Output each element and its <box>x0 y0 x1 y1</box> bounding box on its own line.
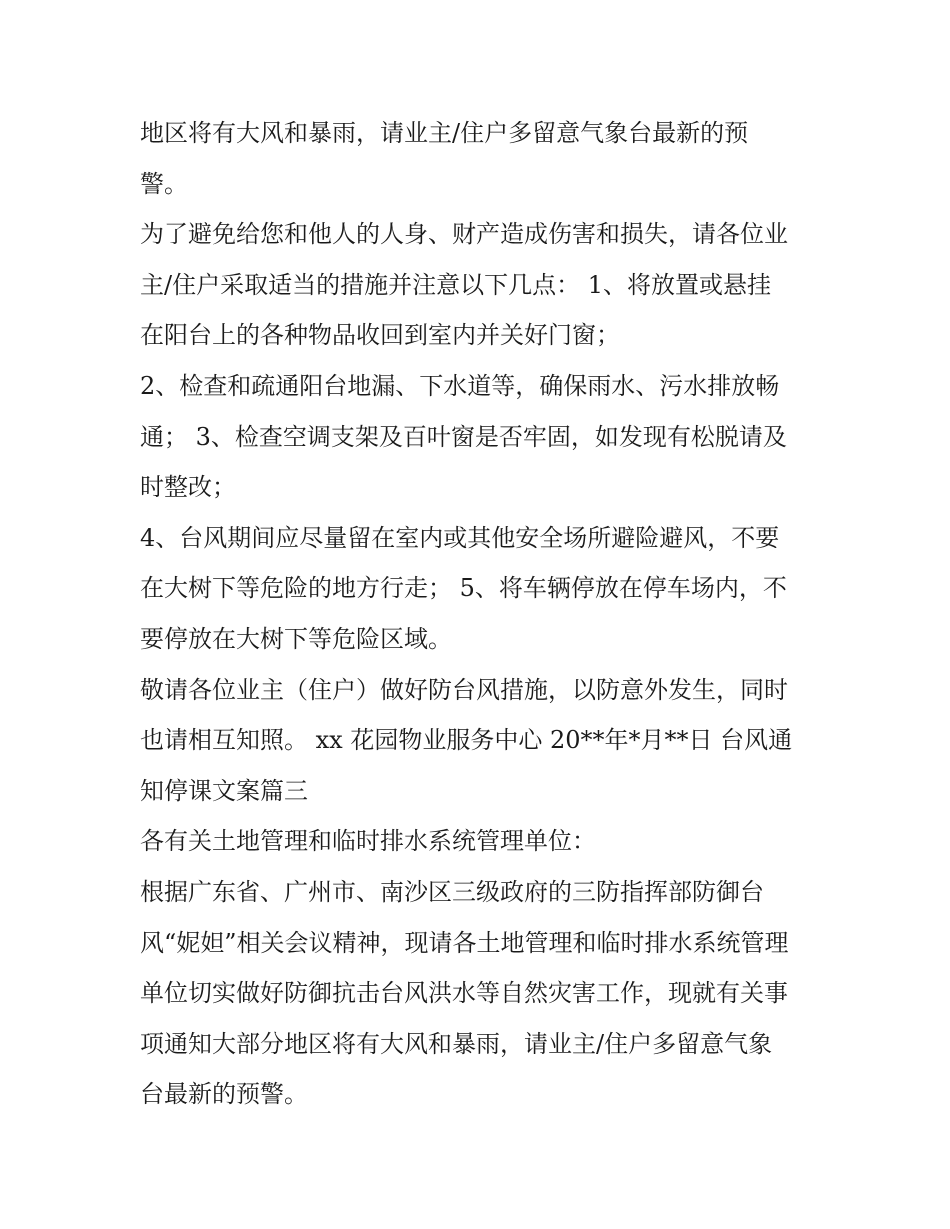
text-line: 知停课文案篇三 <box>140 776 308 805</box>
text-line: 各有关土地管理和临时排水系统管理单位： <box>140 827 596 856</box>
text-line: 单位切实做好防御抗击台风洪水等自然灾害工作，现就有关事 <box>140 979 788 1008</box>
text-line: 2、检查和疏通阳台地漏、下水道等，确保雨水、污水排放畅 <box>140 371 780 400</box>
text-line: 在大树下等危险的地方行走； 5、将车辆停放在停车场内，不 <box>140 574 787 603</box>
text-line: 警。 <box>140 169 188 198</box>
text-line: 4、台风期间应尽量留在室内或其他安全场所避险避风，不要 <box>140 523 780 552</box>
text-line: 项通知大部分地区将有大风和暴雨，请业主/住户多留意气象 <box>140 1029 773 1058</box>
document-body <box>140 108 820 1120</box>
text-line: 主/住户采取适当的措施并注意以下几点： 1、将放置或悬挂 <box>140 270 771 299</box>
text-line: 敬请各位业主（住户）做好防台风措施，以防意外发生，同时 <box>140 675 788 704</box>
text-line: 为了避免给您和他人的人身、财产造成伤害和损失，请各位业 <box>140 220 788 249</box>
text-line: 通； 3、检查空调支架及百叶窗是否牢固，如发现有松脱请及 <box>140 422 787 451</box>
text-line: 要停放在大树下等危险区域。 <box>140 624 452 653</box>
text-line: 风“妮妲”相关会议精神，现请各土地管理和临时排水系统管理 <box>140 928 789 957</box>
text-line: 也请相互知照。 xx 花园物业服务中心 20**年*月**日 台风通 <box>140 726 793 755</box>
text-line: 根据广东省、广州市、南沙区三级政府的三防指挥部防御台 <box>140 877 764 906</box>
text-line: 在阳台上的各种物品收回到室内并关好门窗； <box>140 321 620 350</box>
text-line: 时整改； <box>140 473 236 502</box>
text-line: 地区将有大风和暴雨，请业主/住户多留意气象台最新的预 <box>140 119 749 147</box>
text-line: 台最新的预警。 <box>140 1080 308 1109</box>
